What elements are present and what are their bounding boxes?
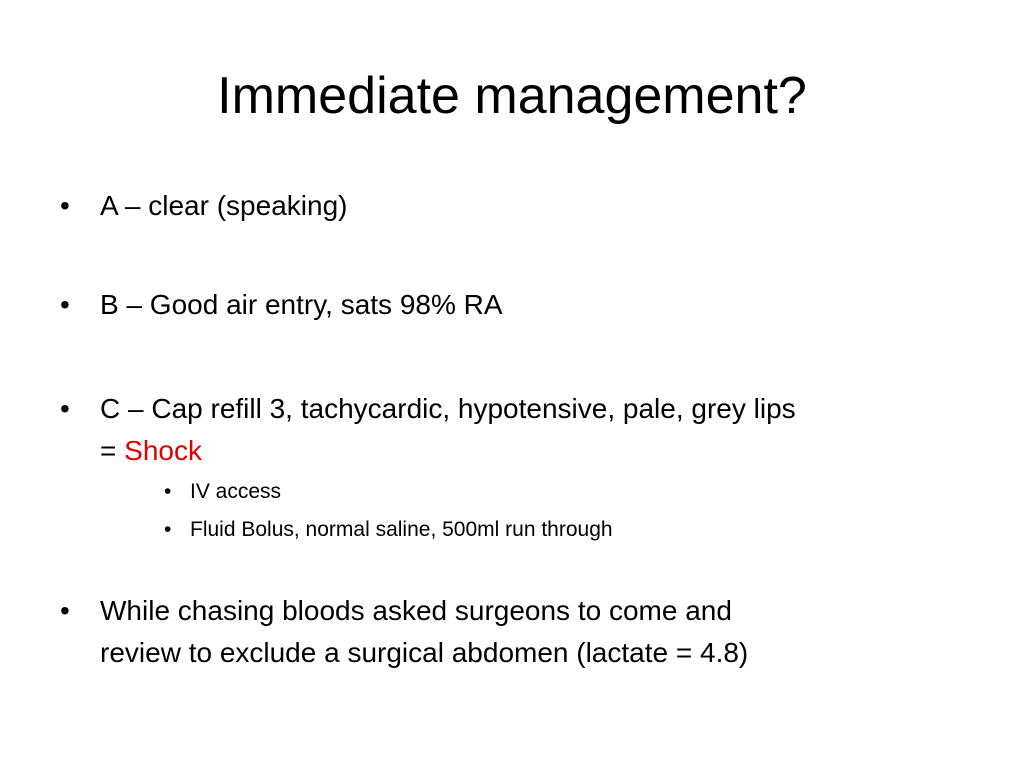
sub-bullet-text: IV access: [190, 480, 282, 503]
bullet-dot: •: [60, 289, 70, 320]
bullet-text: [100, 590, 980, 674]
bullet-text-line1: While chasing bloods asked surgeons to come and: [100, 595, 732, 626]
sub-bullet-dot: •: [164, 518, 172, 541]
bullet-dot: •: [60, 393, 70, 424]
bullet-dot: •: [60, 190, 70, 221]
sub-bullet-text: Fluid Bolus, normal saline, 500ml run through: [190, 518, 613, 541]
bullet-text-line1: C – Cap refill 3, tachycardic, hypotensive, pale, grey lips: [100, 393, 796, 424]
bullet-text-line2-prefix: =: [100, 435, 125, 466]
shock-highlight: Shock: [124, 435, 202, 466]
bullet-text-line2: review to exclude a surgical abdomen (lactate = 4.8): [100, 637, 749, 668]
sub-bullet-dot: •: [164, 480, 172, 503]
bullet-dot: •: [60, 595, 70, 626]
slide-title: Immediate management?: [217, 67, 807, 125]
bullet-text: B – Good air entry, sats 98% RA: [100, 289, 503, 320]
bullet-text: [100, 388, 980, 472]
bullet-text: A – clear (speaking): [100, 190, 348, 221]
